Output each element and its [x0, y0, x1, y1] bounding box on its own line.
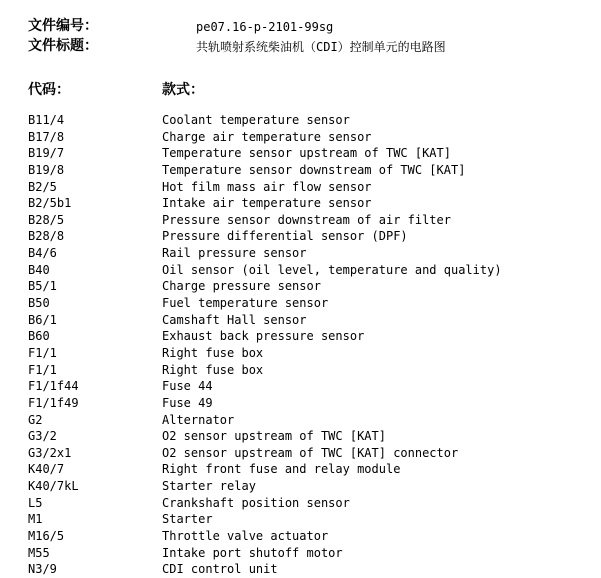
component-description: Temperature sensor downstream of TWC [KAT] [162, 162, 466, 177]
doc-title-value: 共轨喷射系统柴油机（CDI）控制单元的电路图 [196, 40, 446, 54]
component-description: Right front fuse and relay module [162, 462, 401, 477]
component-code: B5/1 [28, 279, 57, 294]
code-column-header: 代码： [28, 82, 70, 98]
doc-number-label: 文件编号： [28, 18, 98, 34]
component-description: Hot film mass air flow sensor [162, 179, 372, 194]
component-code: M55 [28, 545, 50, 560]
doc-title-label: 文件标题： [28, 38, 98, 54]
component-description: Exhaust back pressure sensor [162, 329, 365, 344]
component-description: O2 sensor upstream of TWC [KAT] [162, 429, 386, 444]
table-row [0, 428, 601, 445]
table-row [0, 245, 601, 262]
component-code: K40/7kL [28, 479, 79, 494]
component-code: B2/5 [28, 179, 57, 194]
component-description: Right fuse box [162, 345, 264, 360]
component-description: Rail pressure sensor [162, 246, 307, 261]
table-row [0, 412, 601, 429]
component-code: B17/8 [28, 129, 65, 144]
component-description: Pressure differential sensor (DPF) [162, 229, 408, 244]
table-row [0, 179, 601, 196]
description-column-header: 款式： [162, 82, 204, 98]
component-code: B11/4 [28, 113, 65, 127]
component-code: N3/9 [28, 562, 57, 577]
table-row [0, 378, 601, 395]
component-description: Right fuse box [162, 362, 264, 377]
component-code: G2 [28, 412, 43, 427]
component-description: Intake port shutoff motor [162, 545, 343, 560]
component-code: B50 [28, 296, 50, 311]
table-row [0, 295, 601, 312]
table-row [0, 561, 601, 578]
component-code: B19/7 [28, 146, 65, 161]
component-description: Intake air temperature sensor [162, 196, 372, 211]
component-description: Starter relay [162, 479, 256, 494]
component-code: B60 [28, 329, 50, 344]
table-row [0, 528, 601, 545]
component-code: B19/8 [28, 162, 65, 177]
table-row [0, 129, 601, 146]
component-description: CDI control unit [162, 562, 278, 577]
table-row [0, 262, 601, 279]
component-code: B4/6 [28, 246, 57, 261]
table-row [0, 511, 601, 528]
component-description: Starter [162, 512, 213, 527]
component-code: B28/5 [28, 212, 65, 227]
component-description: Temperature sensor upstream of TWC [KAT] [162, 146, 451, 161]
component-code: G3/2x1 [28, 445, 72, 460]
table-row [0, 362, 601, 379]
component-code: M16/5 [28, 529, 65, 544]
component-code: F1/1f49 [28, 395, 79, 410]
component-code: B2/5b1 [28, 196, 72, 211]
table-row [0, 162, 601, 179]
table-row [0, 461, 601, 478]
component-code: B28/8 [28, 229, 65, 244]
component-code: F1/1 [28, 362, 57, 377]
table-row [0, 228, 601, 245]
table-row [0, 445, 601, 462]
component-description: Charge air temperature sensor [162, 129, 372, 144]
component-description: Fuse 49 [162, 395, 213, 410]
table-row [0, 495, 601, 512]
component-code: B40 [28, 262, 50, 277]
component-description: Coolant temperature sensor [162, 113, 350, 127]
component-code: G3/2 [28, 429, 57, 444]
component-description: Oil sensor (oil level, temperature and quality) [162, 262, 502, 277]
table-row [0, 478, 601, 495]
component-description: Crankshaft position sensor [162, 495, 350, 510]
table-row [0, 195, 601, 212]
component-description: Fuel temperature sensor [162, 296, 329, 311]
component-description: Pressure sensor downstream of air filter [162, 212, 451, 227]
component-list [0, 112, 601, 578]
table-row [0, 545, 601, 562]
table-row [0, 112, 601, 129]
component-code: F1/1f44 [28, 379, 79, 394]
table-row [0, 345, 601, 362]
table-row [0, 145, 601, 162]
table-row [0, 278, 601, 295]
table-row [0, 212, 601, 229]
component-description: Charge pressure sensor [162, 279, 321, 294]
component-description: Fuse 44 [162, 379, 213, 394]
table-row [0, 312, 601, 329]
component-description: Alternator [162, 412, 235, 427]
component-description: Camshaft Hall sensor [162, 312, 307, 327]
component-code: K40/7 [28, 462, 65, 477]
doc-number-value: pe07.16-p-2101-99sg [196, 20, 334, 34]
component-description: Throttle valve actuator [162, 529, 329, 544]
table-row [0, 395, 601, 412]
component-code: B6/1 [28, 312, 57, 327]
component-code: F1/1 [28, 345, 57, 360]
component-code: L5 [28, 495, 43, 510]
component-description: O2 sensor upstream of TWC [KAT] connector [162, 445, 459, 460]
table-row [0, 328, 601, 345]
component-code: M1 [28, 512, 43, 527]
